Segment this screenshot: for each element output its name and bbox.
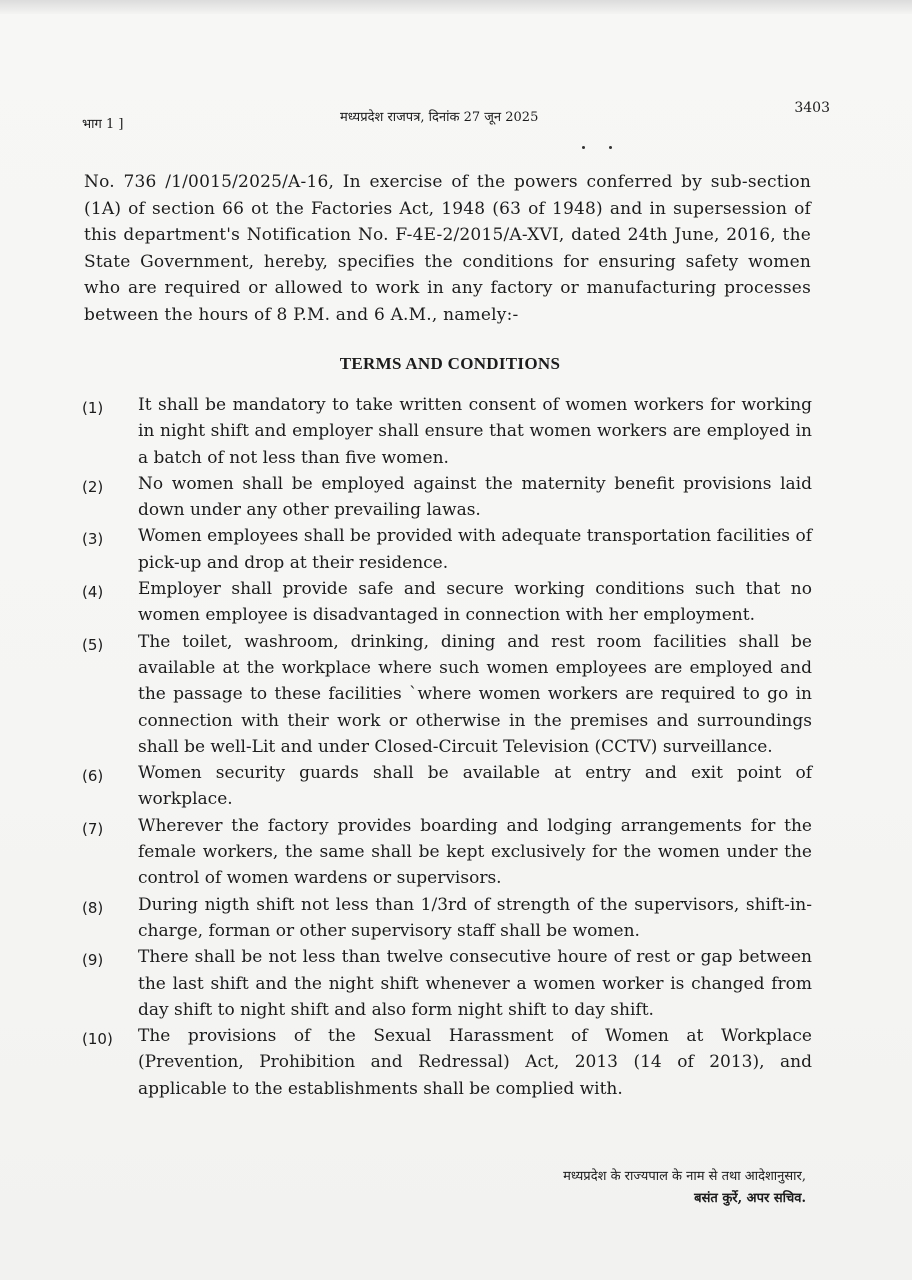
signoff-name: बसंत कुर्रे, अपर सचिव.: [694, 1191, 806, 1206]
term-text: There shall be not less than twelve consecutive houre of rest or gap between the last shift and the night shift whenever a women worker is changed from day shift to night shift and also form night shift to day shift.: [138, 947, 812, 1020]
page-number: 3403: [794, 100, 830, 116]
term-number: (2): [82, 477, 104, 496]
section-heading: TERMS AND CONDITIONS: [339, 354, 561, 373]
scan-speck: [582, 146, 585, 149]
signoff-authority: मध्यप्रदेश के राज्यपाल के नाम से तथा आदेशानुसार,: [563, 1169, 806, 1184]
term-text: It shall be mandatory to take written consent of women workers for working in night shift and employer shall ensure that women workers are employed in a batch of not less than five women.: [138, 395, 812, 468]
gazette-title: मध्यप्रदेश राजपत्र, दिनांक 27 जून 2025: [340, 110, 539, 125]
part-label: भाग 1 ]: [82, 117, 124, 132]
term-text: The toilet, washroom, drinking, dining and rest room facilities shall be available at the workplace where such women employees are employed and the passage to these facilities `where women workers are required to go in connection with their work or otherwise in the premises and surroundings shall be well-Lit and under Closed-Circuit Television (CCTV) surveillance.: [138, 631, 812, 757]
term-text: The provisions of the Sexual Harassment of Women at Workplace (Prevention, Prohibition and Redressal) Act, 2013 (14 of 2013), and applicable to the establishments shall be complied with.: [138, 1026, 812, 1099]
term-item: [82, 392, 812, 471]
term-item: [82, 944, 812, 1023]
notification-preamble: No. 736 /1/0015/2025/A-16, In exercise of the powers conferred by sub-section (1A) of section 66 ot the Factories Act, 1948 (63 of 1948) and in supersession of this department's Notification No. F-4E-2/2015/A-XVI, dated 24th June, 2016, the State Government, hereby, specifies the conditions for ensuring safety women who are required or allowed to work in any factory or manufacturing processes between the hours of 8 P.M. and 6 A.M., namely:-: [84, 172, 811, 325]
term-item: [82, 892, 812, 945]
term-number: (5): [82, 635, 104, 654]
term-number: (1): [82, 399, 104, 417]
term-item: [82, 813, 812, 892]
term-number: (9): [82, 951, 104, 970]
signature-block: [563, 1166, 806, 1210]
scan-edge: [0, 0, 912, 14]
term-item: [82, 760, 812, 813]
term-number: (7): [82, 819, 104, 838]
term-number: (3): [82, 530, 104, 549]
term-number: (10): [82, 1030, 113, 1049]
term-item: [82, 576, 812, 629]
term-text: No women shall be employed against the maternity benefit provisions laid down under any other prevailing lawas.: [138, 473, 812, 521]
term-number: (6): [82, 767, 104, 786]
term-text: Employer shall provide safe and secure working conditions such that no women employee is disadvantaged in connection with her employment.: [138, 579, 812, 626]
term-item: [82, 523, 812, 576]
term-text: Wherever the factory provides boarding and lodging arrangements for the female workers, the same shall be kept exclusively for the women under the control of women wardens or supervisors.: [138, 815, 812, 889]
term-text: Women security guards shall be available at entry and exit point of workplace.: [138, 763, 812, 810]
page-header: [82, 100, 830, 130]
term-text: During nigth shift not less than 1/3rd of strength of the supervisors, shift-in-charge, forman or other supervisory staff shall be women.: [138, 894, 812, 941]
term-number: (4): [82, 583, 104, 602]
terms-list: [82, 392, 812, 1102]
term-number: (8): [82, 898, 104, 917]
term-item: [82, 629, 812, 760]
term-item: [82, 471, 812, 524]
term-item: [82, 1023, 812, 1102]
scan-speck: [609, 146, 612, 149]
term-text: Women employees shall be provided with adequate transportation facilities of pick-up and drop at their residence.: [138, 526, 812, 573]
